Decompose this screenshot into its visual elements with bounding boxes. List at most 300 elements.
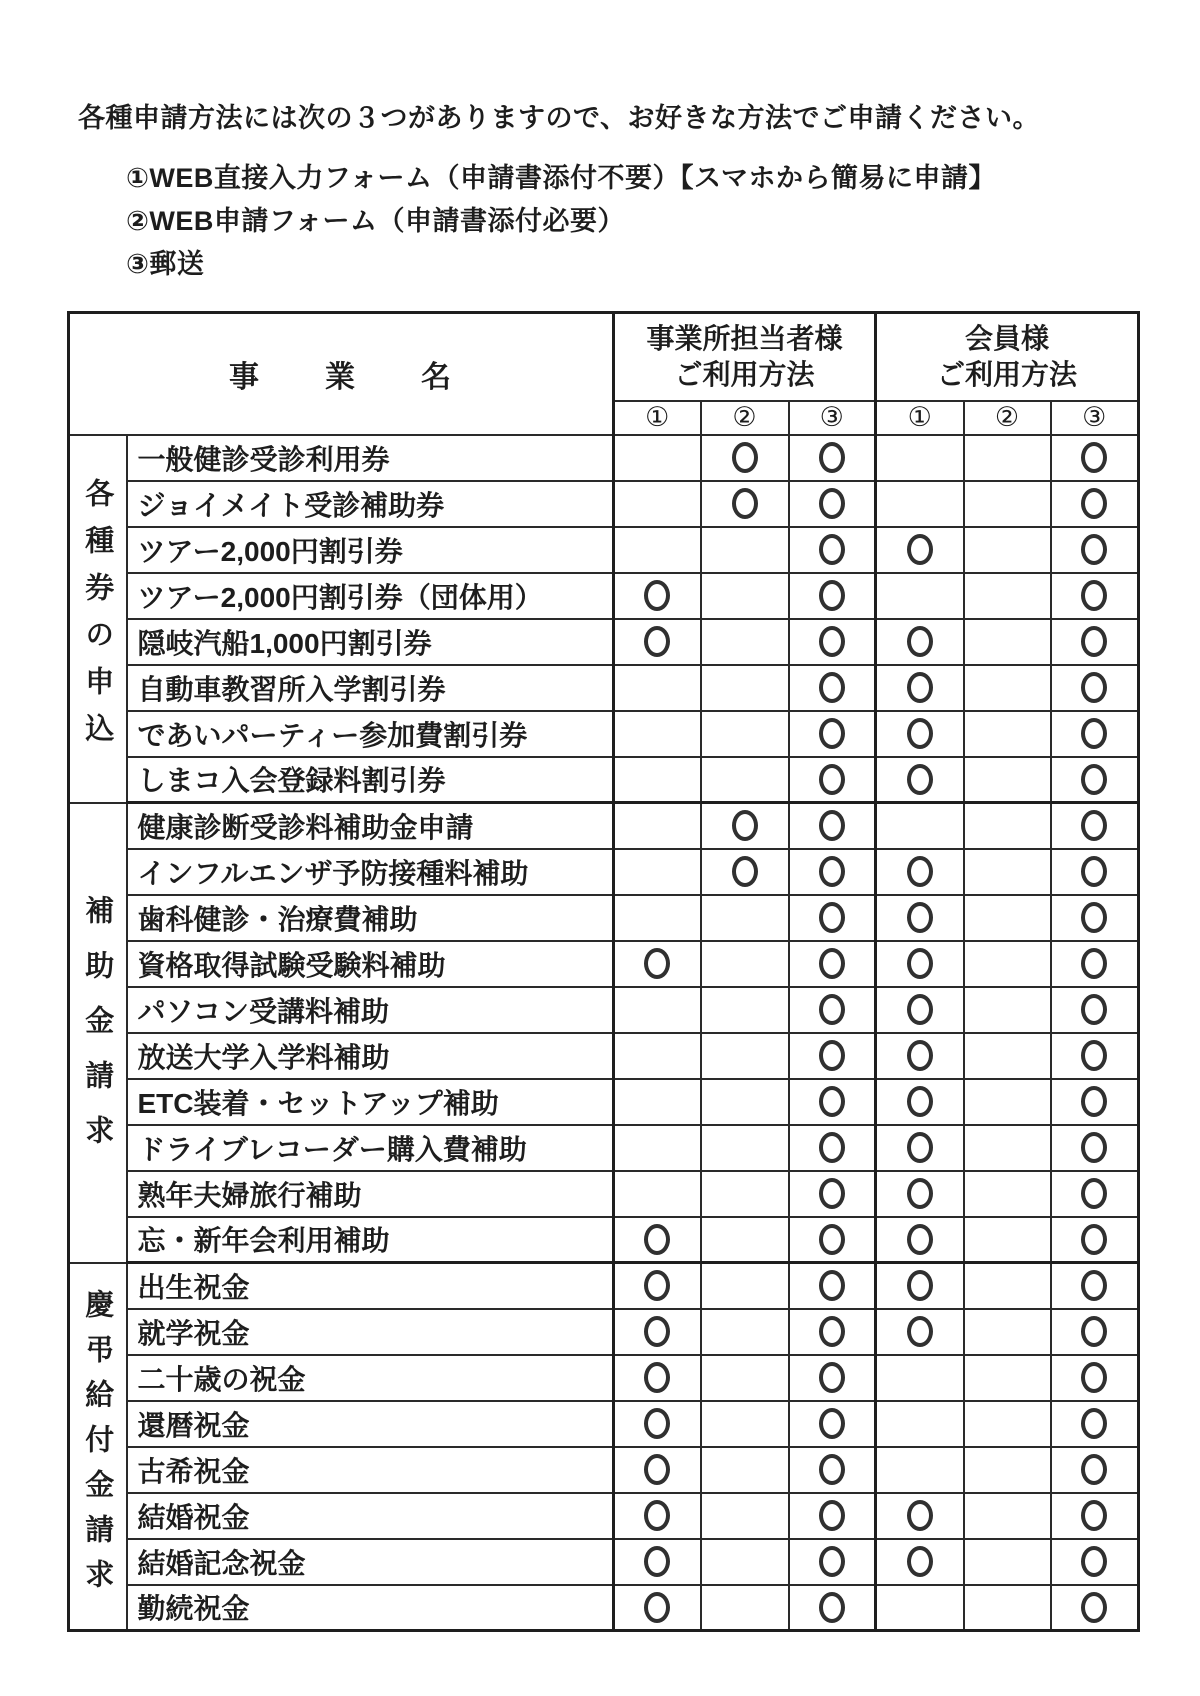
section-header-office-staff-line2: ご利用方法 [674, 358, 815, 390]
mark-cell-checked [789, 941, 876, 987]
circle-mark [1081, 488, 1107, 519]
mark-cell-checked [876, 1217, 964, 1263]
circle-mark [1081, 1040, 1107, 1071]
circle-mark [1081, 1454, 1107, 1485]
mark-cell-checked [789, 1493, 876, 1539]
mark-cell-checked [876, 1079, 964, 1125]
mark-cell-checked [789, 573, 876, 619]
mark-cell-checked [614, 573, 701, 619]
circle-mark [1081, 764, 1107, 795]
mark-cell-checked [789, 849, 876, 895]
business-name-header: 事 業 名 [69, 313, 614, 435]
mark-cell-checked [614, 1217, 701, 1263]
circle-mark [907, 1132, 933, 1163]
mark-cell-checked [1051, 481, 1139, 527]
business-name-cell: 放送大学入学料補助 [127, 1033, 614, 1079]
mark-cell-empty [701, 1539, 789, 1585]
mark-cell-empty [614, 895, 701, 941]
mark-cell-checked [789, 1447, 876, 1493]
method-number-office-3: ③ [789, 401, 876, 435]
mark-cell-empty [701, 527, 789, 573]
mark-cell-empty [701, 987, 789, 1033]
mark-cell-checked [876, 1309, 964, 1355]
circle-mark [644, 1500, 670, 1531]
circle-mark [819, 534, 845, 565]
mark-cell-checked [789, 1355, 876, 1401]
mark-cell-checked [789, 1079, 876, 1125]
mark-cell-empty [701, 941, 789, 987]
mark-cell-checked [876, 1539, 964, 1585]
mark-cell-empty [614, 481, 701, 527]
mark-cell-checked [1051, 1125, 1139, 1171]
circle-mark [819, 626, 845, 657]
business-name-cell: ツアー2,000円割引券 [127, 527, 614, 573]
circle-mark [907, 1178, 933, 1209]
circle-mark [1081, 948, 1107, 979]
mark-cell-empty [614, 711, 701, 757]
method-number-member-2: ② [964, 401, 1051, 435]
circle-mark [907, 672, 933, 703]
mark-cell-empty [701, 1033, 789, 1079]
circle-mark [1081, 902, 1107, 933]
mark-cell-checked [876, 1493, 964, 1539]
mark-cell-checked [701, 849, 789, 895]
mark-cell-checked [1051, 1401, 1139, 1447]
mark-cell-checked [876, 1033, 964, 1079]
circle-mark [732, 488, 758, 519]
mark-cell-empty [614, 987, 701, 1033]
circle-mark [1081, 672, 1107, 703]
business-name-cell: 隠岐汽船1,000円割引券 [127, 619, 614, 665]
mark-cell-empty [701, 1447, 789, 1493]
mark-cell-checked [614, 1493, 701, 1539]
circle-mark [819, 902, 845, 933]
mark-cell-checked [1051, 987, 1139, 1033]
mark-cell-checked [876, 665, 964, 711]
circle-mark [819, 718, 845, 749]
mark-cell-checked [1051, 895, 1139, 941]
method-item-web-form: ②WEB申請フォーム（申請書添付必要） [126, 206, 626, 236]
mark-cell-checked [1051, 1585, 1139, 1631]
method-item-mail: ③郵送 [126, 249, 205, 279]
mark-cell-checked [876, 619, 964, 665]
mark-cell-checked [789, 619, 876, 665]
mark-cell-empty [964, 1033, 1051, 1079]
mark-cell-checked [1051, 711, 1139, 757]
business-name-cell: 熟年夫婦旅行補助 [127, 1171, 614, 1217]
section-header-member-line2: ご利用方法 [937, 358, 1078, 390]
mark-cell-empty [701, 1171, 789, 1217]
table-row [69, 711, 1139, 757]
circle-mark [644, 1224, 670, 1255]
mark-cell-empty [964, 1263, 1051, 1309]
mark-cell-checked [614, 1263, 701, 1309]
mark-cell-checked [876, 1171, 964, 1217]
table-row [69, 1171, 1139, 1217]
table-row [69, 1033, 1139, 1079]
mark-cell-empty [614, 1033, 701, 1079]
table-row [69, 895, 1139, 941]
mark-cell-checked [1051, 1493, 1139, 1539]
mark-cell-checked [1051, 573, 1139, 619]
mark-cell-empty [964, 987, 1051, 1033]
circle-mark [1081, 1132, 1107, 1163]
table-row [69, 1309, 1139, 1355]
mark-cell-checked [789, 1171, 876, 1217]
mark-cell-checked [789, 1217, 876, 1263]
mark-cell-empty [876, 573, 964, 619]
circle-mark [1081, 1592, 1107, 1623]
table-header-row [69, 313, 1139, 401]
business-name-cell: ジョイメイト受診補助券 [127, 481, 614, 527]
circle-mark [1081, 580, 1107, 611]
mark-cell-empty [964, 527, 1051, 573]
mark-cell-checked [789, 895, 876, 941]
mark-cell-empty [876, 1401, 964, 1447]
section-header-member [876, 313, 1139, 401]
mark-cell-empty [876, 481, 964, 527]
mark-cell-empty [964, 1585, 1051, 1631]
business-name-cell: ETC装着・セットアップ補助 [127, 1079, 614, 1125]
mark-cell-empty [964, 1309, 1051, 1355]
table-row [69, 803, 1139, 849]
circle-mark [819, 1454, 845, 1485]
mark-cell-empty [701, 1309, 789, 1355]
circle-mark [1081, 1270, 1107, 1301]
mark-cell-checked [701, 803, 789, 849]
mark-cell-empty [964, 1401, 1051, 1447]
circle-mark [819, 1178, 845, 1209]
mark-cell-checked [876, 1263, 964, 1309]
circle-mark [1081, 1316, 1107, 1347]
method-number-office-2: ② [701, 401, 789, 435]
mark-cell-checked [1051, 1263, 1139, 1309]
mark-cell-checked [1051, 1309, 1139, 1355]
circle-mark [907, 626, 933, 657]
group-label: 各種券の申込 [69, 435, 127, 803]
mark-cell-checked [614, 1401, 701, 1447]
mark-cell-empty [614, 1125, 701, 1171]
circle-mark [819, 994, 845, 1025]
circle-mark [1081, 1546, 1107, 1577]
circle-mark [819, 1316, 845, 1347]
mark-cell-checked [1051, 849, 1139, 895]
circle-mark [819, 1086, 845, 1117]
business-name-cell: 就学祝金 [127, 1309, 614, 1355]
section-header-member-line1: 会員様 [965, 322, 1050, 354]
circle-mark [644, 626, 670, 657]
mark-cell-empty [964, 435, 1051, 481]
circle-mark [1081, 1500, 1107, 1531]
mark-cell-empty [701, 1125, 789, 1171]
table-row [69, 619, 1139, 665]
mark-cell-empty [701, 1401, 789, 1447]
mark-cell-checked [876, 1125, 964, 1171]
circle-mark [819, 1132, 845, 1163]
mark-cell-checked [1051, 941, 1139, 987]
group-label: 慶弔給付金請求 [69, 1263, 127, 1631]
circle-mark [819, 580, 845, 611]
mark-cell-empty [701, 1493, 789, 1539]
circle-mark [1081, 1178, 1107, 1209]
circle-mark [907, 994, 933, 1025]
mark-cell-checked [614, 941, 701, 987]
intro-text: 各種申請方法には次の３つがありますので、お好きな方法でご申請ください。 [78, 103, 1040, 133]
mark-cell-checked [789, 435, 876, 481]
circle-mark [907, 1040, 933, 1071]
method-number-member-1: ① [876, 401, 964, 435]
circle-mark [1081, 718, 1107, 749]
mark-cell-empty [964, 941, 1051, 987]
table-row [69, 1585, 1139, 1631]
mark-cell-empty [964, 1493, 1051, 1539]
table-row [69, 1125, 1139, 1171]
mark-cell-empty [701, 573, 789, 619]
circle-mark [819, 488, 845, 519]
mark-cell-checked [789, 1539, 876, 1585]
mark-cell-empty [701, 895, 789, 941]
mark-cell-checked [1051, 1033, 1139, 1079]
mark-cell-empty [964, 1125, 1051, 1171]
mark-cell-checked [1051, 803, 1139, 849]
circle-mark [819, 672, 845, 703]
mark-cell-empty [701, 711, 789, 757]
business-name-cell: 資格取得試験受験料補助 [127, 941, 614, 987]
business-name-cell: パソコン受講料補助 [127, 987, 614, 1033]
mark-cell-empty [614, 1171, 701, 1217]
business-name-cell: ツアー2,000円割引券（団体用） [127, 573, 614, 619]
mark-cell-empty [964, 1079, 1051, 1125]
circle-mark [907, 902, 933, 933]
mark-cell-checked [876, 987, 964, 1033]
circle-mark [644, 1546, 670, 1577]
table-row [69, 573, 1139, 619]
circle-mark [819, 442, 845, 473]
application-methods-table [67, 311, 1140, 1632]
table-row [69, 1493, 1139, 1539]
mark-cell-checked [1051, 1447, 1139, 1493]
circle-mark [819, 1546, 845, 1577]
mark-cell-empty [964, 849, 1051, 895]
mark-cell-empty [964, 1447, 1051, 1493]
circle-mark [907, 856, 933, 887]
circle-mark [1081, 994, 1107, 1025]
circle-mark [644, 1454, 670, 1485]
table-row [69, 757, 1139, 803]
method-item-web-direct: ①WEB直接入力フォーム（申請書添付不要）【スマホから簡易に申請】 [126, 163, 996, 193]
circle-mark [644, 1362, 670, 1393]
mark-cell-checked [876, 895, 964, 941]
mark-cell-checked [1051, 1217, 1139, 1263]
table-row [69, 1079, 1139, 1125]
mark-cell-checked [1051, 1079, 1139, 1125]
business-name-cell: 忘・新年会利用補助 [127, 1217, 614, 1263]
section-header-office-staff [614, 313, 876, 401]
circle-mark [732, 442, 758, 473]
circle-mark [1081, 856, 1107, 887]
circle-mark [1081, 810, 1107, 841]
business-name-cell: 歯科健診・治療費補助 [127, 895, 614, 941]
mark-cell-checked [876, 941, 964, 987]
mark-cell-checked [614, 1539, 701, 1585]
circle-mark [1081, 1408, 1107, 1439]
circle-mark [732, 856, 758, 887]
mark-cell-checked [1051, 1171, 1139, 1217]
mark-cell-checked [614, 1309, 701, 1355]
mark-cell-empty [964, 573, 1051, 619]
circle-mark [907, 1546, 933, 1577]
mark-cell-checked [1051, 435, 1139, 481]
mark-cell-empty [964, 1217, 1051, 1263]
mark-cell-checked [789, 527, 876, 573]
mark-cell-checked [789, 1585, 876, 1631]
mark-cell-empty [614, 665, 701, 711]
mark-cell-checked [1051, 1355, 1139, 1401]
mark-cell-empty [701, 1263, 789, 1309]
circle-mark [819, 1224, 845, 1255]
table-row [69, 1401, 1139, 1447]
mark-cell-empty [614, 1079, 701, 1125]
circle-mark [644, 1316, 670, 1347]
circle-mark [819, 1592, 845, 1623]
circle-mark [1081, 1224, 1107, 1255]
circle-mark [644, 1270, 670, 1301]
mark-cell-empty [876, 1355, 964, 1401]
circle-mark [907, 1270, 933, 1301]
circle-mark [1081, 534, 1107, 565]
mark-cell-checked [1051, 619, 1139, 665]
circle-mark [1081, 1086, 1107, 1117]
table-row [69, 849, 1139, 895]
circle-mark [907, 1086, 933, 1117]
mark-cell-checked [789, 665, 876, 711]
circle-mark [819, 1362, 845, 1393]
mark-cell-checked [701, 435, 789, 481]
business-name-cell: であいパーティー参加費割引券 [127, 711, 614, 757]
mark-cell-empty [964, 1355, 1051, 1401]
mark-cell-checked [1051, 757, 1139, 803]
business-name-cell: 還暦祝金 [127, 1401, 614, 1447]
business-name-cell: 自動車教習所入学割引券 [127, 665, 614, 711]
mark-cell-checked [789, 1033, 876, 1079]
mark-cell-checked [789, 1125, 876, 1171]
circle-mark [644, 580, 670, 611]
mark-cell-empty [876, 435, 964, 481]
circle-mark [819, 764, 845, 795]
table-row [69, 1355, 1139, 1401]
mark-cell-checked [789, 1401, 876, 1447]
circle-mark [1081, 442, 1107, 473]
circle-mark [907, 1316, 933, 1347]
circle-mark [819, 856, 845, 887]
table-row [69, 481, 1139, 527]
mark-cell-empty [964, 895, 1051, 941]
circle-mark [644, 948, 670, 979]
table-row [69, 665, 1139, 711]
mark-cell-empty [964, 1539, 1051, 1585]
circle-mark [819, 1270, 845, 1301]
mark-cell-checked [614, 1585, 701, 1631]
mark-cell-empty [614, 803, 701, 849]
mark-cell-checked [701, 481, 789, 527]
mark-cell-empty [964, 1171, 1051, 1217]
method-number-office-1: ① [614, 401, 701, 435]
circle-mark [907, 764, 933, 795]
mark-cell-empty [701, 1355, 789, 1401]
mark-cell-empty [701, 1585, 789, 1631]
circle-mark [819, 1408, 845, 1439]
circle-mark [732, 810, 758, 841]
mark-cell-checked [789, 1263, 876, 1309]
mark-cell-empty [964, 481, 1051, 527]
table-row [69, 941, 1139, 987]
circle-mark [819, 1500, 845, 1531]
table-row [69, 1539, 1139, 1585]
mark-cell-empty [964, 619, 1051, 665]
table-row [69, 1263, 1139, 1309]
business-name-cell: 結婚記念祝金 [127, 1539, 614, 1585]
mark-cell-empty [876, 1585, 964, 1631]
circle-mark [819, 1040, 845, 1071]
business-name-cell: 二十歳の祝金 [127, 1355, 614, 1401]
group-label: 補助金請求 [69, 803, 127, 1263]
mark-cell-empty [614, 527, 701, 573]
circle-mark [819, 810, 845, 841]
mark-cell-checked [789, 987, 876, 1033]
mark-cell-checked [876, 757, 964, 803]
business-name-cell: 健康診断受診料補助金申請 [127, 803, 614, 849]
circle-mark [907, 718, 933, 749]
mark-cell-checked [614, 619, 701, 665]
mark-cell-empty [964, 757, 1051, 803]
mark-cell-empty [701, 665, 789, 711]
table-row [69, 435, 1139, 481]
mark-cell-empty [614, 849, 701, 895]
mark-cell-empty [614, 757, 701, 803]
mark-cell-checked [614, 1447, 701, 1493]
circle-mark [907, 1224, 933, 1255]
mark-cell-checked [876, 849, 964, 895]
mark-cell-empty [701, 1079, 789, 1125]
mark-cell-empty [964, 803, 1051, 849]
mark-cell-checked [789, 803, 876, 849]
mark-cell-checked [876, 527, 964, 573]
circle-mark [644, 1592, 670, 1623]
section-header-office-staff-line1: 事業所担当者様 [646, 322, 843, 354]
mark-cell-checked [876, 711, 964, 757]
method-list [78, 157, 1158, 286]
mark-cell-checked [1051, 665, 1139, 711]
business-name-cell: しまコ入会登録料割引券 [127, 757, 614, 803]
mark-cell-checked [789, 757, 876, 803]
mark-cell-empty [701, 757, 789, 803]
mark-cell-checked [1051, 1539, 1139, 1585]
mark-cell-checked [1051, 527, 1139, 573]
mark-cell-checked [614, 1355, 701, 1401]
mark-cell-checked [789, 1309, 876, 1355]
table-row [69, 987, 1139, 1033]
circle-mark [1081, 626, 1107, 657]
business-name-cell: ドライブレコーダー購入費補助 [127, 1125, 614, 1171]
circle-mark [907, 948, 933, 979]
circle-mark [819, 948, 845, 979]
business-name-cell: 結婚祝金 [127, 1493, 614, 1539]
table-row [69, 527, 1139, 573]
business-name-cell: 出生祝金 [127, 1263, 614, 1309]
method-number-member-3: ③ [1051, 401, 1139, 435]
circle-mark [907, 534, 933, 565]
circle-mark [1081, 1362, 1107, 1393]
